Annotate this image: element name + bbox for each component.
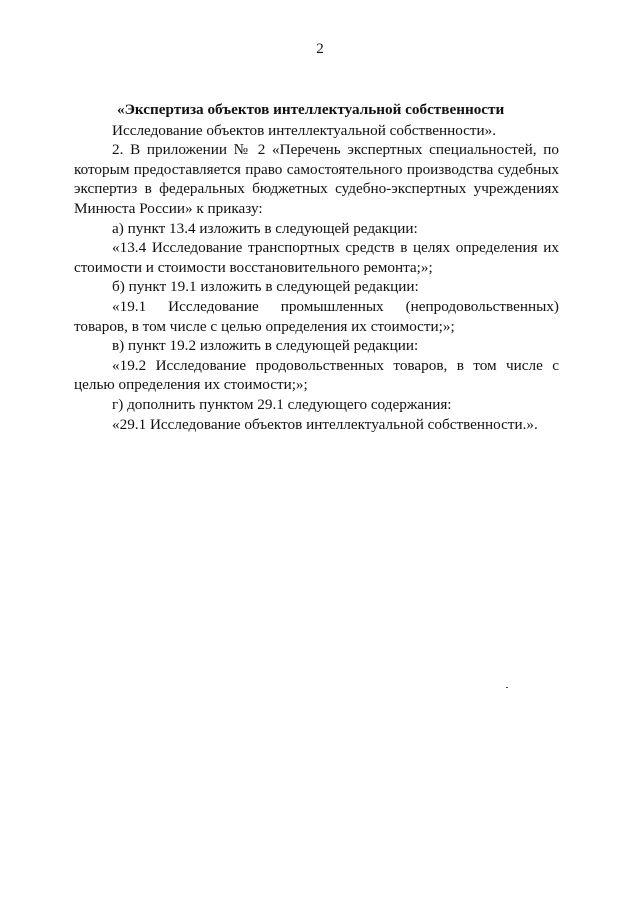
paragraph-item: «29.1 Исследование объектов интеллектуальной собственности.». xyxy=(112,415,538,433)
paragraph-item: 2. В приложении № 2 «Перечень экспертных специальностей, по которым предоставляется право самостоятельного производства судебных экспертиз в федеральных бюджетных судебно-экспертных учреждениях Минюста России» к приказу: xyxy=(74,141,559,217)
paragraph-item: «19.2 Исследование продовольственных товаров, в том числе с целью определения их стоимости;»; xyxy=(74,356,559,394)
paragraph-item: «19.1 Исследование промышленных (непродовольственных) товаров, в том числе с целью определения их стоимости;»; xyxy=(74,297,559,335)
scan-speck xyxy=(506,687,508,688)
paragraph-item: Исследование объектов интеллектуальной собственности». xyxy=(112,121,497,139)
paragraph-item: «13.4 Исследование транспортных средств в целях определения их стоимости и стоимости восстановительного ремонта;»; xyxy=(74,239,559,276)
document-body xyxy=(74,100,559,434)
paragraph-item: б) пункт 19.1 изложить в следующей редакции: xyxy=(112,278,419,296)
page-number: 2 xyxy=(316,41,324,57)
paragraph-item: а) пункт 13.4 изложить в следующей редакции: xyxy=(112,219,418,237)
paragraph-item: г) дополнить пунктом 29.1 следующего содержания: xyxy=(112,395,452,413)
section-heading: «Экспертиза объектов интеллектуальной собственности xyxy=(117,101,505,118)
paragraph-item: в) пункт 19.2 изложить в следующей редакции: xyxy=(112,337,419,355)
